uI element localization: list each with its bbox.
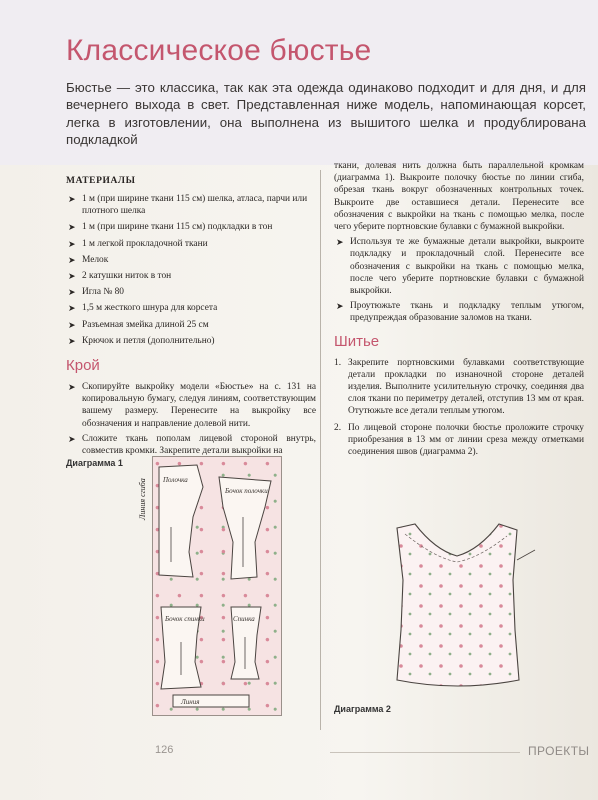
diagram-2-label: Диаграмма 2 <box>334 704 391 714</box>
arrow-bullet-icon: ➤ <box>68 194 76 204</box>
arrow-bullet-icon: ➤ <box>336 301 344 312</box>
list-item: ➤ Крючок и петля (дополнительно) <box>68 335 215 346</box>
intro-text: Бюстье — это классика, так как эта одежда одинаково подходит и для дня, и для вечернего выхода в свет. Представленная ниже модель, напоминающая корсет, легка в изготовлении, она выполнена из вышитого шелка и продублирована подкладкой <box>66 80 586 148</box>
list-item: 2. По лицевой стороне полочки бюстье проложите строчку приобрезания в 13 мм от линии среза между отметками соединения швов (диаграмма 2). <box>334 422 584 458</box>
list-item: ➤ Разъемная змейка длиной 25 см <box>68 319 209 330</box>
arrow-bullet-icon: ➤ <box>68 238 76 249</box>
materials-list <box>66 193 316 347</box>
materials-title: МАТЕРИАЛЫ <box>66 176 136 186</box>
bustier-drawing <box>375 520 540 700</box>
cut-paragraph: ➤ Скопируйте выкройку модели «Бюстье» на с. 131 на копировальную бумагу, следуя линиям, соответствующим вашему размеру. Перенесите на выкройку все обозначения и направление долевой нити. <box>68 382 316 429</box>
footer-rule <box>330 752 520 753</box>
side-back-label: Бочок спинки <box>165 615 205 623</box>
fold-line-label: Линия сгиба <box>138 478 147 520</box>
sewing-section-title: Шитье <box>334 332 380 350</box>
list-item: ➤ 1 м легкой прокладочной ткани <box>68 238 208 249</box>
arrow-bullet-icon: ➤ <box>68 287 76 298</box>
arrow-bullet-icon: ➤ <box>68 303 76 314</box>
right-bullet: ➤ Используя те же бумажные детали выкройки, выкроите подкладку и прокладочный слой. Перенесите все обозначения с выкройки на ткань с помощью мелка, после чего уберите портновские булавки с бумажной выкройки. <box>336 237 584 297</box>
arrow-bullet-icon: ➤ <box>68 271 76 282</box>
arrow-bullet-icon: ➤ <box>68 319 76 330</box>
diagram-1-label: Диаграмма 1 <box>66 458 123 468</box>
list-item: ➤ 1 м (при ширине ткани 115 см) шелка, атласа, парчи или плотного шелка <box>68 194 308 217</box>
continuation-paragraph: ткани, долевая нить должна быть параллельной кромкам (диаграмма 1). Выкроите полочку бюстье по линии сгиба, обрезая ткань вокруг обозначенных контрольных точек. Выкроите две оставшиеся детали. Перенесите все обозначения с выкройки на ткань с помощью мелка, после чего уберите портновские булавки с бумажной выкройки. <box>334 161 584 233</box>
diagram-2 <box>375 520 540 705</box>
list-item: ➤ Игла № 80 <box>68 287 124 298</box>
list-item: ➤ 2 катушки ниток в тон <box>68 271 172 282</box>
sewing-steps <box>334 357 584 459</box>
arrow-bullet-icon: ➤ <box>68 222 76 233</box>
pattern-pieces-drawing <box>153 457 281 715</box>
lining-label: Линия <box>181 698 200 706</box>
right-column <box>334 160 584 462</box>
cut-section-title: Крой <box>66 357 100 375</box>
left-column <box>66 176 316 460</box>
list-item: ➤ 1 м (при ширине ткани 115 см) подкладки в тон <box>68 222 273 233</box>
list-item: 1. Закрепите портновскими булавками соответствующие детали прокладки по изнаночной стороне деталей изделия. Выполните усилительную строчку, соединяя два слоя ткани по периметру деталей, отступив 13 мм от края. Отутюжьте все детали теплым утюгом. <box>334 357 584 417</box>
arrow-bullet-icon: ➤ <box>68 433 76 444</box>
back-label: Спинка <box>233 615 255 623</box>
page-number: 126 <box>155 744 174 756</box>
right-bullet: ➤ Проутюжьте ткань и подкладку теплым утюгом, предупреждая образование заломов на ткани. <box>336 301 584 324</box>
cut-paragraph: ➤ Сложите ткань пополам лицевой стороной внутрь, совместив кромки. Закрепите детали выкройки на <box>68 433 316 457</box>
section-label: ПРОЕКТЫ <box>528 744 590 758</box>
fabric-layout <box>152 456 282 716</box>
side-front-label: Бочок полочки <box>225 487 268 495</box>
bustier-shape <box>397 524 519 686</box>
page-title: Классическое бюстье <box>66 34 372 67</box>
list-item: ➤ 1,5 м жесткого шнура для корсета <box>68 303 218 314</box>
arrow-bullet-icon: ➤ <box>336 237 344 248</box>
arrow-bullet-icon: ➤ <box>68 254 76 265</box>
list-item: ➤ Мелок <box>68 254 109 265</box>
front-label: Полочка <box>163 476 188 484</box>
pointer-line <box>517 550 535 560</box>
arrow-bullet-icon: ➤ <box>68 335 76 346</box>
column-divider <box>320 170 321 730</box>
arrow-bullet-icon: ➤ <box>68 382 76 393</box>
